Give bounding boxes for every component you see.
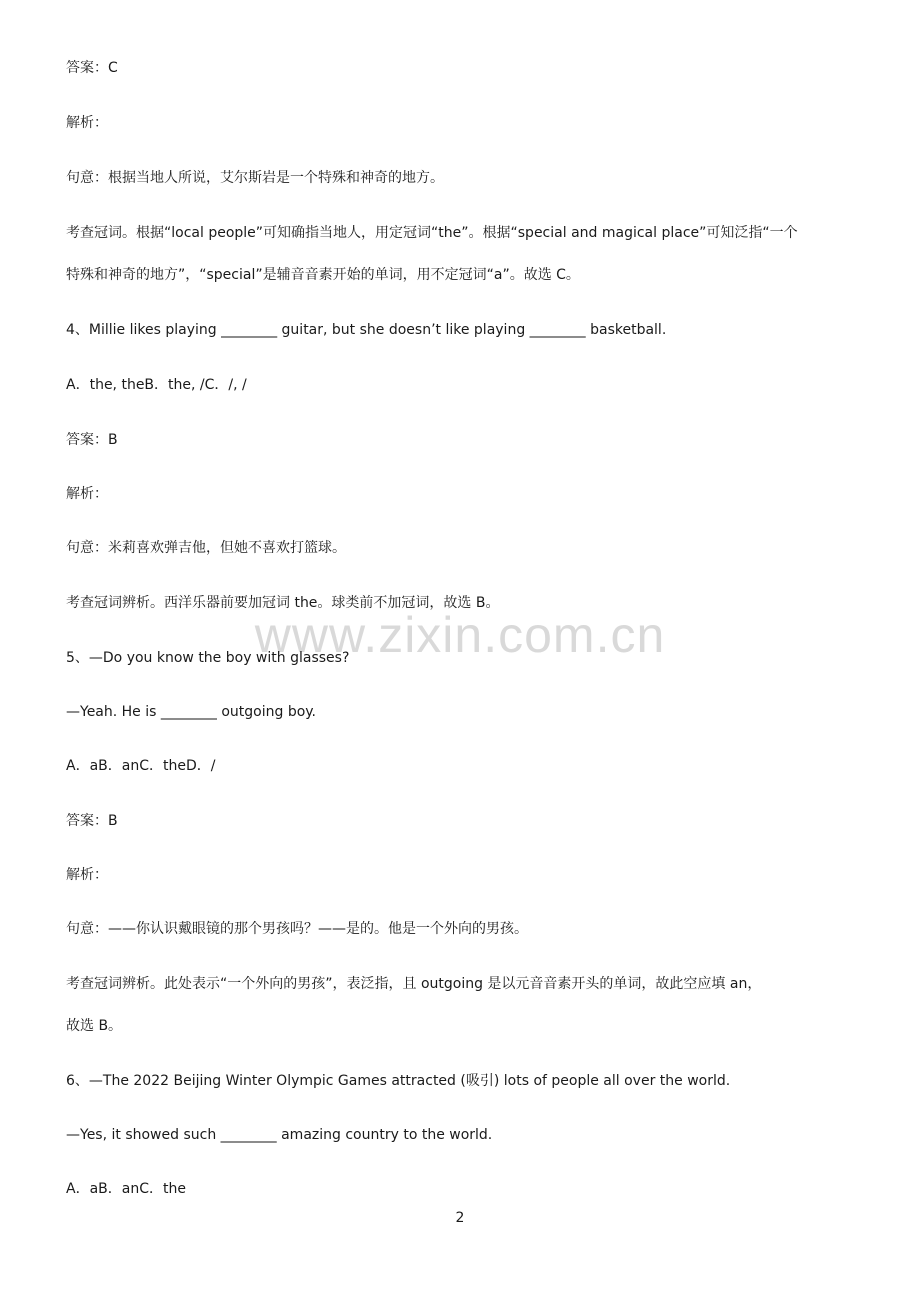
sentence-meaning: 句意：根据当地人所说，艾尔斯岩是一个特殊和神奇的地方。 [66,170,444,186]
analysis-label: 解析： [66,486,108,502]
page-number: 2 [455,1210,465,1226]
sentence-meaning: 句意：米莉喜欢弹吉他，但她不喜欢打篮球。 [66,540,346,556]
watermark: www.zixin.com.cn [254,607,666,663]
explanation-line: 考查冠词辨析。此处表示“一个外向的男孩”，表泛指，且 outgoing 是以元音音素开头的单词，故此空应填 an， [66,976,762,992]
question-5-options: A．aB．anC．theD．/ [66,758,216,774]
answer-line: 答案：B [66,813,118,829]
question-4: 4、Millie likes playing ________ guitar, but she doesn’t like playing ________ basketball. [66,322,667,338]
sentence-meaning: 句意：——你认识戴眼镜的那个男孩吗？——是的。他是一个外向的男孩。 [66,921,528,937]
question-5: 5、—Do you know the boy with glasses? [66,650,350,666]
question-4-options: A．the, theB．the, /C．/, / [66,377,247,393]
question-6-reply: —Yes, it showed such ________ amazing country to the world. [66,1127,493,1143]
explanation-line: 特殊和神奇的地方”，“special”是辅音音素开始的单词，用不定冠词“a”。故选 C。 [66,267,580,283]
question-6: 6、—The 2022 Beijing Winter Olympic Games attracted (吸引) lots of people all over the world. [66,1073,731,1089]
answer-line: 答案：B [66,432,118,448]
question-5-reply: —Yeah. He is ________ outgoing boy. [66,704,317,720]
question-6-options: A．aB．anC．the [66,1181,186,1197]
explanation-line: 考查冠词辨析。西洋乐器前要加冠词 the。球类前不加冠词，故选 B。 [66,595,500,611]
explanation-line: 考查冠词。根据“local people”可知确指当地人，用定冠词“the”。根据“special and magical place”可知泛指“一个 [66,225,798,241]
analysis-label: 解析： [66,115,108,131]
analysis-label: 解析： [66,867,108,883]
answer-line: 答案：C [66,60,118,76]
explanation-line: 故选 B。 [66,1018,123,1034]
